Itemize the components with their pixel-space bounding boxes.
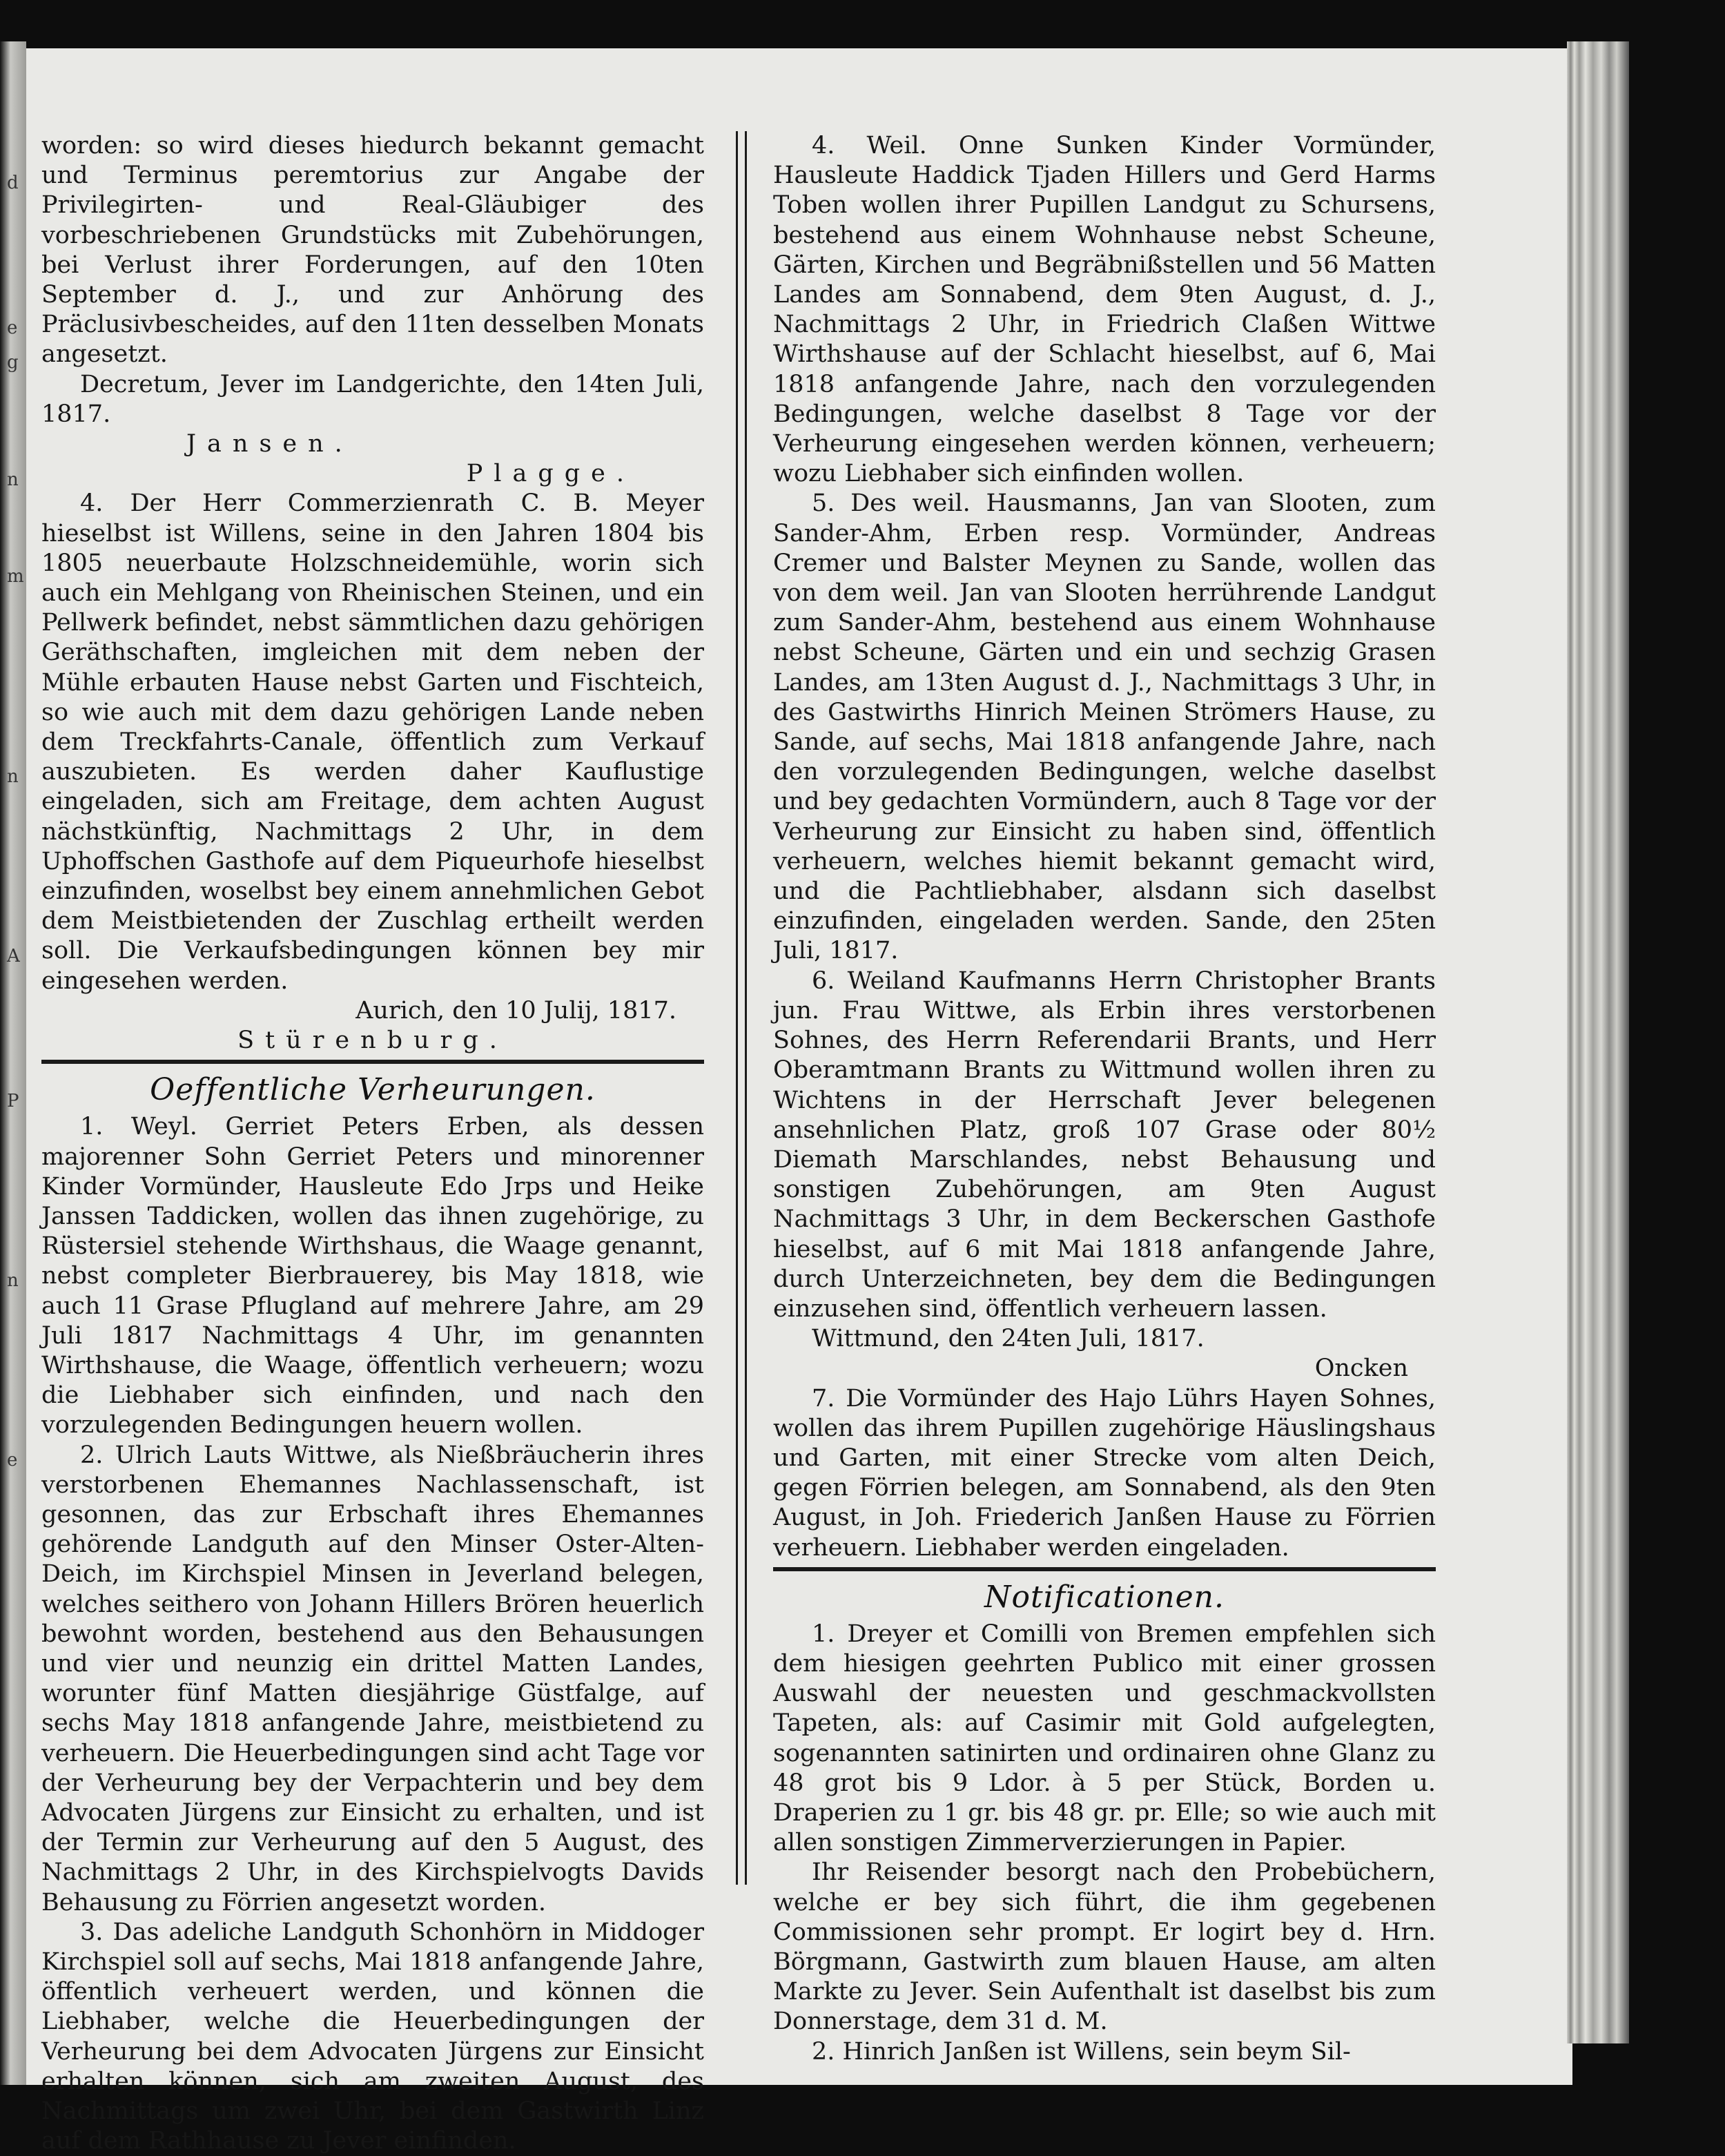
- dateline: Wittmund, den 24ten Juli, 1817.: [812, 1325, 1205, 1353]
- paragraph: 6. Weiland Kaufmanns Herrn Christopher Brants jun. Frau Wittwe, als Erbin ihres verstorbenen Sohnes, des Herrn Referendarii Brants, und Herr Oberamtmann Brants zu Wittmund wollen ihren zu Wichtens in der Herrschaft Jever belegenen ansehnlichen Platz, groß 107 Grase oder 80½ Diemath Marschlandes, nebst Behausung und sonstigen Zubehörungen, am 9ten August Nachmittags 3 Uhr, in dem Beckerschen Gasthofe hieselbst, auf 6 mit Mai 1818 anfangende Jahre, durch Unterzeichneten, bey dem die Bedingungen einzusehen sind, öffentlich verheuern lassen.: [773, 967, 1436, 1323]
- paragraph: 1. Weyl. Gerriet Peters Erben, als dessen majorenner Sohn Gerriet Peters und minorenner Kinder Vormünder, Hausleute Edo Jrps und Heike Janssen Taddicken, wollen das ihnen zugehörige, zu Rüstersiel stehende Wirthshaus, die Waage genannt, nebst completer Bierbrauerey, bis May 1818, wie auch 11 Grase Pflugland auf mehrere Jahre, am 29 Juli 1817 Nachmittags 4 Uhr, im genannten Wirthshause, die Waage, öffentlich verheuern; wozu die Liebhaber sich einfinden, und nach den vorzulegenden Bedingungen heuern wollen.: [41, 1113, 704, 1439]
- paragraph: 2. Ulrich Lauts Wittwe, als Nießbräucherin ihres verstorbenen Ehemannes Nachlassenschaft, ist gesonnen, das zur Erbschaft ihres Ehemannes gehörende Landguth auf den Minser Oster-Alten-Deich, im Kirchspiel Minsen in Jeverland belegen, welches seithero von Johann Hillers Brören heuerlich bewohnt worden, bestehend aus den Behausungen und vier und neunzig ein drittel Matten Landes, worunter fünf Matten diesjährige Güstfalge, auf sechs May 1818 anfangende Jahre, meistbietend zu verheuern. Die Heuerbedingungen sind acht Tage vor der Verheurung bey der Verpachterin und bey dem Advocaten Jürgens zur Einsicht zu erhalten, und ist der Termin zur Verheurung auf den 5 August, des Nachmittags 2 Uhr, in des Kirchspielvogts Davids Behausung zu Förrien angesetzt worden.: [41, 1441, 704, 1916]
- paragraph: Decretum, Jever im Landgerichte, den 14ten Juli, 1817.: [41, 370, 704, 428]
- paragraph: 4. Weil. Onne Sunken Kinder Vormünder, Hausleute Haddick Tjaden Hillers und Gerd Harms Toben wollen ihrer Pupillen Landgut zu Schursens, bestehend aus einem Wohnhause nebst Scheune, Gärten, Kirchen und Begräbnißstellen und 56 Matten Landes am Sonnabend, dem 9ten August, d. J., Nachmittags 2 Uhr, in Friedrich Claßen Wittwe Wirthshause auf der Schlacht hieselbst, auf 6, Mai 1818 anfangende Jahre, nach den vorzulegenden Bedingungen, welche daselbst 8 Tage vor der Verheurung eingesehen werden können, verheuern; wozu Liebhaber sich einfinden wollen.: [773, 132, 1436, 488]
- paragraph: worden: so wird dieses hiedurch bekannt gemacht und Terminus peremtorius zur Angabe der Privilegirten- und Real-Gläubiger des vorbeschriebenen Grundstücks mit Zubehörungen, bei Verlust ihrer Forderungen, auf den 10ten September d. J., und zur Anhörung des Präclusivbescheides, auf den 11ten desselben Monats angesetzt.: [41, 132, 704, 369]
- gutter-char: n: [7, 1270, 19, 1291]
- gutter-strip: [0, 41, 26, 2085]
- paragraph: 1. Dreyer et Comilli von Bremen empfehlen sich dem hiesigen geehrten Publico mit einer grossen Auswahl der neuesten und geschmackvollsten Tapeten, als: auf Casimir mit Gold aufgelegten, sogenannten satinirten und ordinairen ohne Glanz zu 48 grot bis 9 Ldor. à 5 per Stück, Borden u. Draperien zu 1 gr. bis 48 gr. pr. Elle; so wie auch mit allen sonstigen Zimmerverzierungen in Papier.: [773, 1620, 1436, 1857]
- paragraph: 2. Hinrich Janßen ist Willens, sein beym Sil-: [812, 2037, 1351, 2066]
- gutter-char: e: [7, 318, 18, 338]
- gutter-char: A: [7, 946, 20, 967]
- signature: Stürenburg.: [237, 1027, 508, 1055]
- section-heading: Notificationen.: [984, 1579, 1225, 1615]
- left-column: [41, 131, 704, 2156]
- page-edge-stack: [1567, 41, 1629, 2043]
- gutter-char: P: [7, 1091, 19, 1111]
- gutter-char: d: [7, 173, 19, 193]
- signature: Plagge.: [466, 460, 635, 488]
- column-divider: [736, 131, 747, 1885]
- section-rule: [41, 1060, 704, 1064]
- gutter-char: n: [7, 766, 19, 787]
- gutter-char: g: [7, 352, 19, 373]
- paragraph: 4. Der Herr Commerzienrath C. B. Meyer hieselbst ist Willens, seine in den Jahren 1804 bis 1805 neuerbaute Holzschneidemühle, worin sich auch ein Mehlgang von Rheinischen Steinen, und ein Pellwerk befindet, nebst sämmtlichen dazu gehörigen Geräthschaften, imgleichen mit dem neben der Mühle erbauten Hause nebst Garten und Fischteich, so wie auch mit dem dazu gehörigen Lande neben dem Treckfahrts-Canale, öffentlich zum Verkauf auszubieten. Es werden daher Kauflustige eingeladen, sich am Freitage, dem achten August nächstkünftig, Nachmittags 2 Uhr, in dem Uphoffschen Gasthofe auf dem Piqueurhofe hieselbst einzufinden, woselbst bey einem annehmlichen Gebot dem Meistbietenden der Zuschlag ertheilt werden soll. Die Verkaufsbedingungen können bey mir eingesehen werden.: [41, 489, 704, 995]
- paragraph: Ihr Reisender besorgt nach den Probebüchern, welche er bey sich führt, die ihm gegebenen Commissionen sehr prompt. Er logirt bey d. Hrn. Börgmann, Gastwirth zum blauen Hause, am alten Markte zu Jever. Sein Aufenthalt ist daselbst bis zum Donnerstage, dem 31 d. M.: [773, 1858, 1436, 2036]
- paragraph: 7. Die Vormünder des Hajo Lührs Hayen Sohnes, wollen das ihrem Pupillen zugehörige Häuslingshaus und Garten, mit einer Strecke vom alten Deich, gegen Förrien belegen, am Sonnabend, als den 9ten August, in Joh. Friederich Janßen Hause zu Förrien verheuern. Liebhaber werden eingeladen.: [773, 1384, 1436, 1562]
- section-rule: [773, 1567, 1436, 1571]
- paragraph: 5. Des weil. Hausmanns, Jan van Slooten, zum Sander-Ahm, Erben resp. Vormünder, Andreas Cremer und Balster Meynen zu Sande, wollen das von dem weil. Jan van Slooten herrührende Landgut zum Sander-Ahm, bestehend aus einem Wohnhause nebst Scheune, Gärten und ein und sechzig Grasen Landes, am 13ten August d. J., Nachmittags 3 Uhr, in des Gastwirths Hinrich Meinen Strömers Hause, zu Sande, auf sechs, Mai 1818 anfangende Jahre, nach den vorzulegenden Bedingungen, welche daselbst und bey gedachten Vormündern, auch 8 Tage vor der Verheurung zur Einsicht zu haben sind, öffentlich verheuern, welches hiemit bekannt gemacht wird, und die Pachtliebhaber, alsdann sich daselbst einzufinden, eingeladen werden. Sande, den 25ten Juli, 1817.: [773, 489, 1436, 965]
- gutter-char: m: [7, 566, 24, 587]
- signature: Oncken: [1314, 1354, 1408, 1383]
- gutter-char: n: [7, 469, 19, 490]
- right-column: [773, 131, 1436, 2067]
- signature: Jansen.: [186, 430, 353, 458]
- dateline: Aurich, den 10 Julij, 1817.: [355, 996, 676, 1024]
- gutter-char: e: [7, 1450, 18, 1470]
- section-heading: Oeffentliche Verheurungen.: [150, 1072, 596, 1108]
- paragraph: 3. Das adeliche Landguth Schonhörn in Middoger Kirchspiel soll auf sechs, Mai 1818 anfangende Jahre, öffentlich verheuert werden, und können die Liebhaber, welche die Heuerbedingungen der Verheurung bei dem Advocaten Jürgens zur Einsicht erhalten können, sich am zweiten August, des Nachmittags um zwei Uhr, bei dem Gastwirth Linz auf dem Rathhause zu Jever einfinden.: [41, 1918, 704, 2155]
